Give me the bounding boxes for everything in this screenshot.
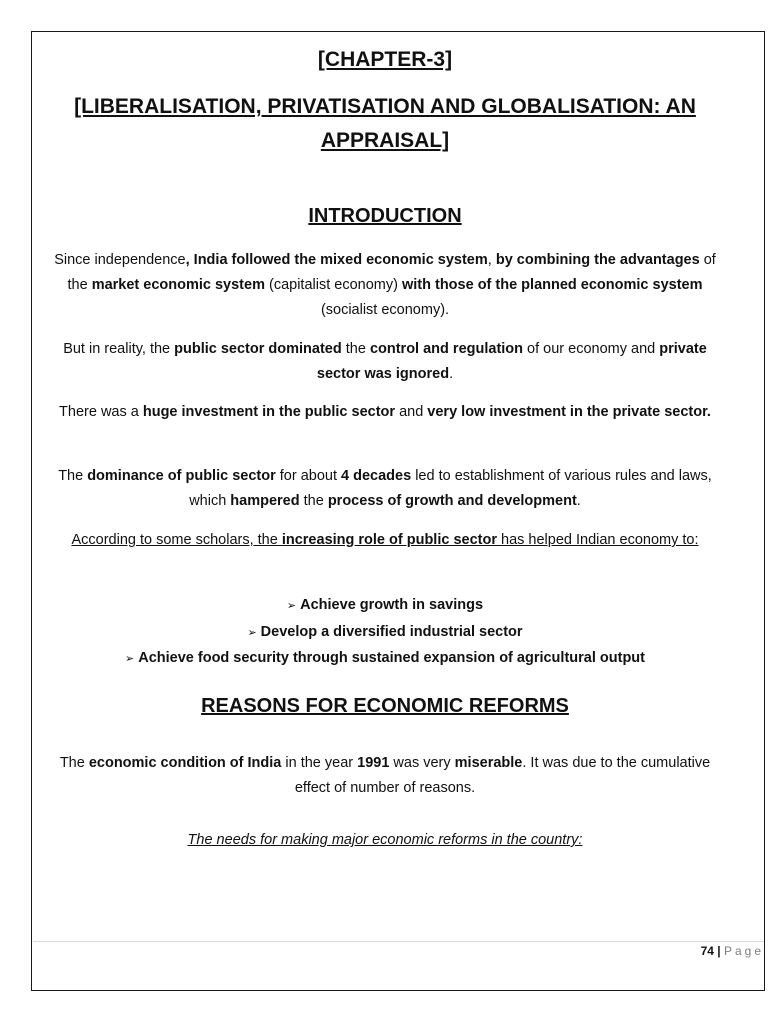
page-number: 74 (700, 944, 714, 958)
introduction-heading: INTRODUCTION (308, 205, 462, 227)
chapter-heading: [CHAPTER-3] (317, 48, 453, 71)
chapter-title: [LIBERALISATION, PRIVATISATION AND GLOBALISATION: AN APPRAISAL] (74, 95, 696, 152)
intro-paragraph-4: The dominance of public sector for about 4 decades led to establishment of various rules and laws, which hampered the process of growth and development. (58, 468, 712, 509)
page-label: Page (723, 944, 764, 958)
intro-paragraph-5: According to some scholars, the increasing role of public sector has helped Indian economy to: (71, 532, 699, 548)
arrow-bullet-icon: ➢ (247, 626, 257, 639)
intro-paragraph-1: Since independence, India followed the mixed economic system, by combining the advantages of the market economic system (capitalist economy) with those of the planned economic system (socialist economy). (54, 252, 716, 318)
intro-paragraph-3: There was a huge investment in the public sector and very low investment in the private sector. (59, 404, 711, 420)
reasons-heading: REASONS FOR ECONOMIC REFORMS (201, 695, 569, 717)
reasons-paragraph: The economic condition of India in the year 1991 was very miserable. It was due to the cumulative effect of number of reasons. (59, 755, 711, 796)
bullet-list (40, 593, 730, 673)
page-footer (600, 944, 764, 958)
list-item: ➢ Achieve food security through sustained expansion of agricultural output (125, 650, 645, 666)
footer-separator: | (717, 944, 721, 958)
reasons-subheading: The needs for making major economic reforms in the country: (187, 832, 583, 848)
footer-divider (33, 941, 764, 942)
list-item: ➢ Achieve growth in savings (286, 597, 484, 613)
intro-paragraph-2: But in reality, the public sector dominated the control and regulation of our economy and private sector was ignored. (63, 341, 707, 382)
list-item: ➢ Develop a diversified industrial sector (247, 623, 523, 640)
arrow-bullet-icon: ➢ (286, 600, 297, 612)
arrow-bullet-icon: ➢ (125, 653, 135, 665)
